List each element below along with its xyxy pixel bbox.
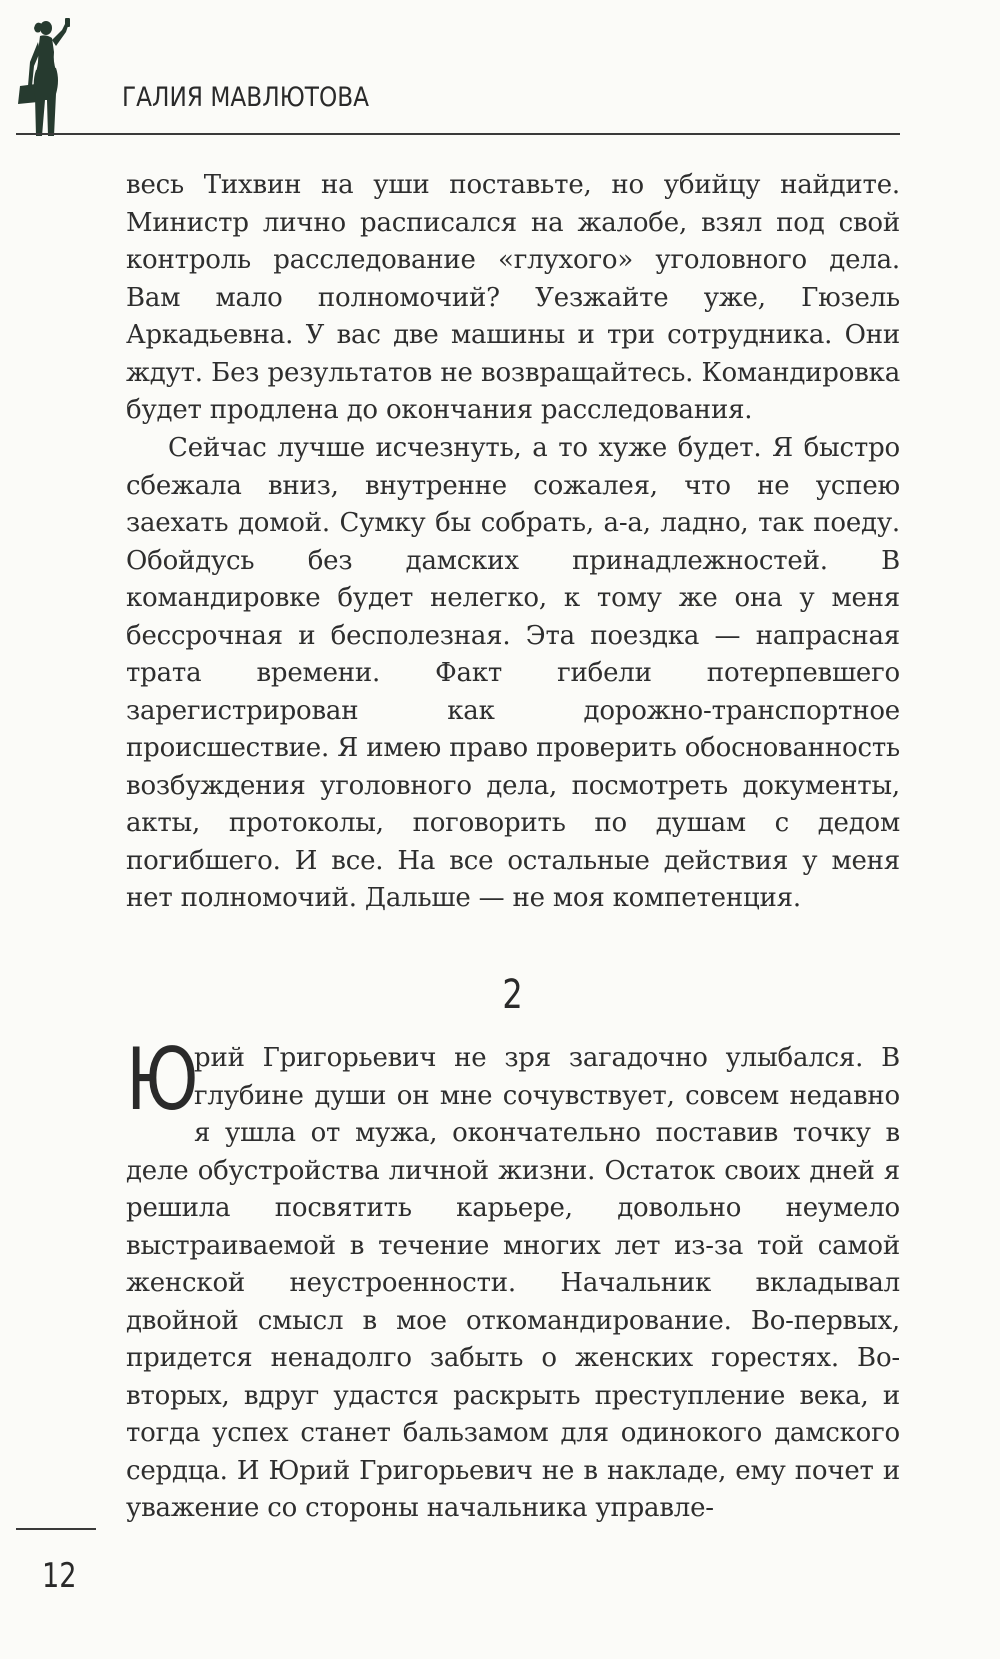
- paragraph-3-container: [126, 1030, 900, 1528]
- paragraph-3: [126, 1030, 900, 1528]
- drop-cap: Ю: [126, 1030, 199, 1130]
- silhouette-woman-icon: [16, 18, 88, 138]
- paragraph-3-text: рий Григорьевич не зря загадочно улыбался. В глубине души он мне сочувствует, совсем недавно я ушла от мужа, окончательно поставив точку в деле обустройства личной жизни. Остаток своих дней я решила посвятить карьере, довольно неумело выстраиваемой в течение многих лет из-за той самой женской неустроенности. Начальник вкладывал двойной смысл в мое откомандирование. Во-первых, придется ненадолго забыть о женских горестях. Во-вторых, вдруг удастся раскрыть преступление века, и тогда успех станет бальзамом для одинокого дамского сердца. И Юрий Григорьевич не в накладе, ему почет и уважение со стороны начальника управле-: [126, 1043, 900, 1523]
- paragraph-1-container: [126, 167, 900, 430]
- page-number: 12: [42, 1556, 77, 1596]
- running-head-author: ГАЛИЯ МАВЛЮТОВА: [122, 82, 370, 113]
- header-rule: [16, 133, 900, 135]
- paragraph-2-container: [126, 430, 900, 918]
- footer-rule: [16, 1528, 96, 1530]
- chapter-number: 2: [502, 972, 523, 1018]
- paragraph-2: Сейчас лучше исчезнуть, а то хуже будет. Я быстро сбежала вниз, внутренне сожалея, что не успею заехать домой. Сумку бы собрать, а-а, ладно, так поеду. Обойдусь без дамских принадлежностей. В командировке будет нелегко, к тому же она у меня бессрочная и бесполезная. Эта поездка — напрасная трата времени. Факт гибели потерпевшего зарегистрирован как дорожно-транспортное происшествие. Я имею право проверить обоснованность возбуждения уголовного дела, посмотреть документы, акты, протоколы, поговорить по душам с дедом погибшего. И все. На все остальные действия у меня нет полномочий. Дальше — не моя компетенция.: [126, 433, 900, 913]
- paragraph-1: весь Тихвин на уши поставьте, но убийцу найдите. Министр лично расписался на жалобе, взял под свой контроль расследование «глухого» уголовного дела. Вам мало полномочий? Уезжайте уже, Гюзель Аркадьевна. У вас две машины и три сотрудника. Они ждут. Без результатов не возвращайтесь. Командировка будет продлена до окончания расследования.: [126, 170, 900, 425]
